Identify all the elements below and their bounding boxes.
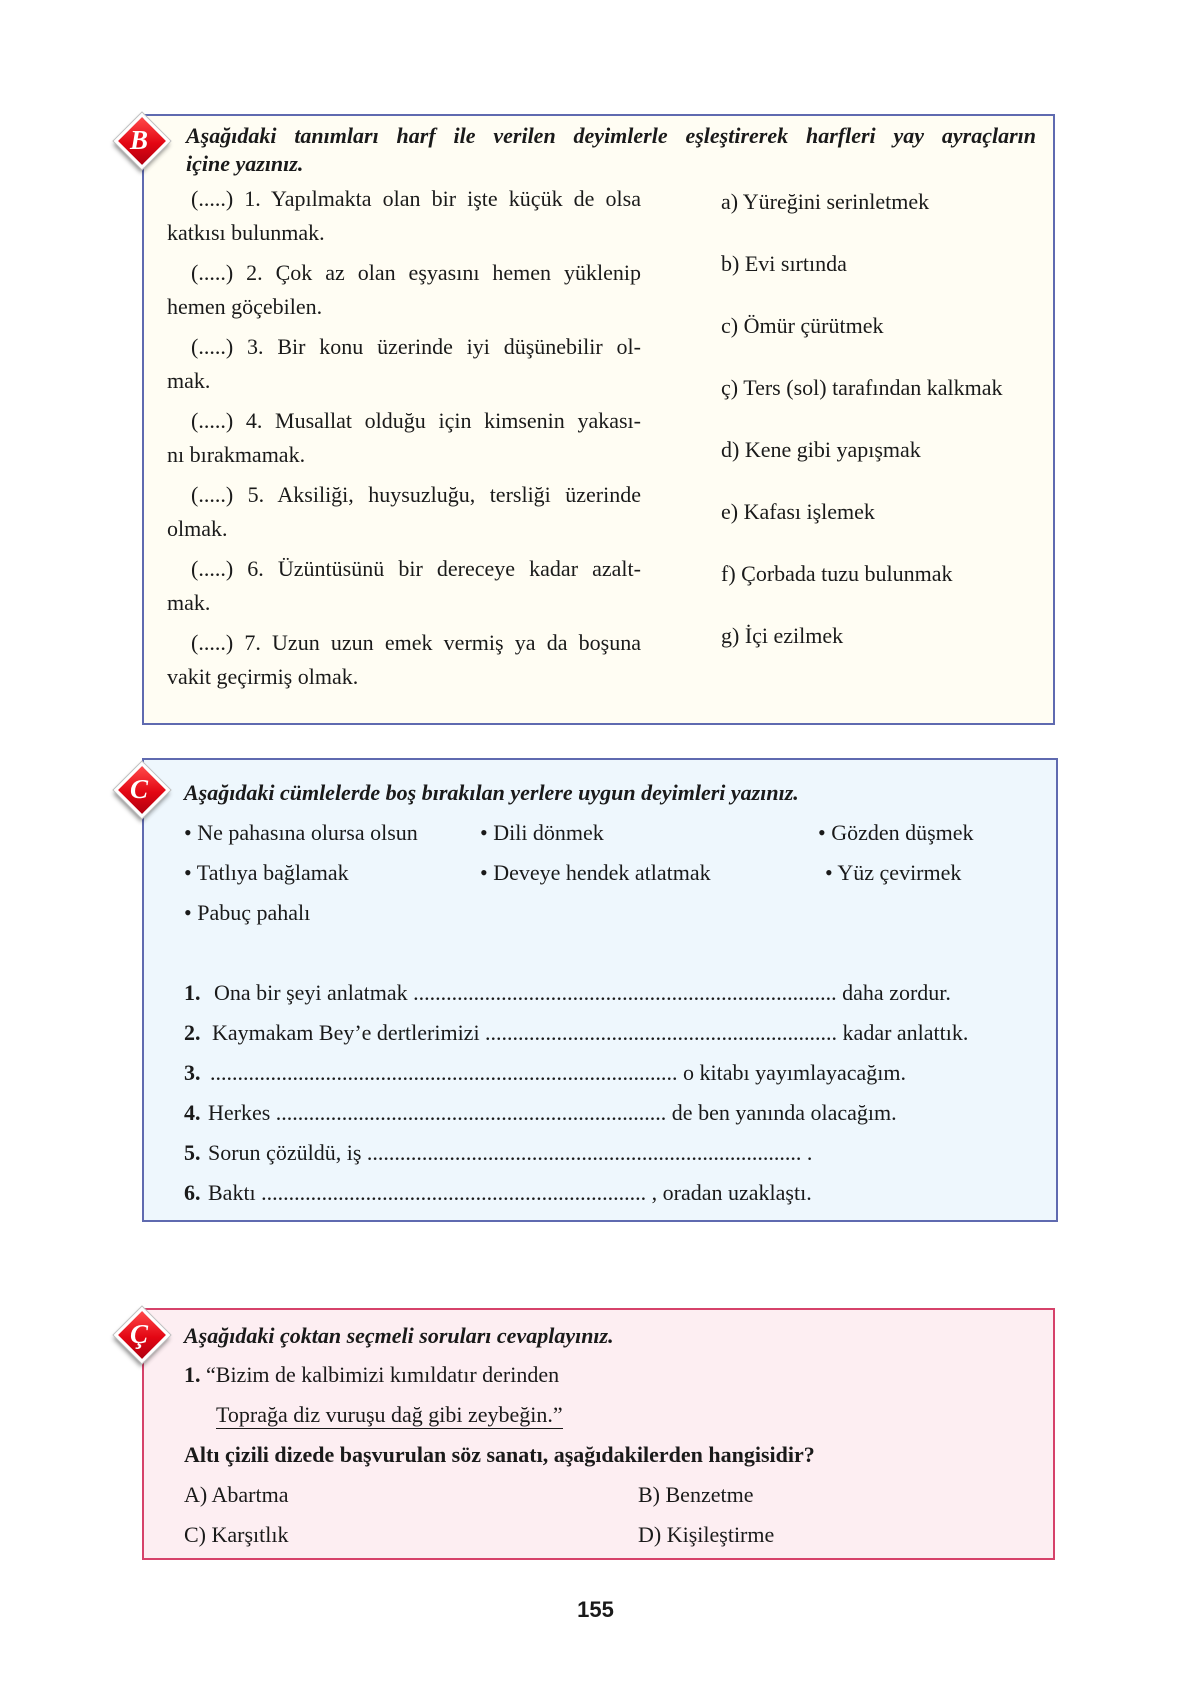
c-idiom-7: • Pabuç pahalı xyxy=(184,900,311,925)
b-item-3-line1: (.....) 3. Bir konu üzerinde iyi düşünebilir ol- xyxy=(191,334,641,359)
b-option-e: e) Kafası işlemek xyxy=(721,499,875,524)
c-sentence-3-num: 3. xyxy=(184,1060,201,1085)
section-c-letter: C xyxy=(129,774,148,804)
b-option-f: f) Çorbada tuzu bulunmak xyxy=(721,561,953,586)
b-item-1-line1: (.....) 1. Yapılmakta olan bir işte küçük de olsa xyxy=(191,186,641,211)
c-sentence-1-num: 1. xyxy=(184,980,201,1005)
b-item-7-line1: (.....) 7. Uzun uzun emek vermiş ya da boşuna xyxy=(191,630,641,655)
c-idiom-4: • Tatlıya bağlamak xyxy=(184,860,349,885)
cc-poem-line1: “Bizim de kalbimizi kımıldatır derinden xyxy=(206,1362,560,1387)
c-sentence-5-text: Sorun çözüldü, iş ............................................................................... . xyxy=(208,1140,813,1165)
c-sentence-1-text: Ona bir şeyi anlatmak ............................................................................. daha zordur. xyxy=(214,980,951,1005)
b-option-b: b) Evi sırtında xyxy=(721,251,847,276)
b-item-5-line1: (.....) 5. Aksiliği, huysuzluğu, tersliği üzerinde xyxy=(191,482,641,507)
b-option-d: d) Kene gibi yapışmak xyxy=(721,437,921,462)
c-idiom-5: • Deveye hendek atlatmak xyxy=(480,860,711,885)
c-sentence-4-text: Herkes ....................................................................... de ben yanında olacağım. xyxy=(208,1100,897,1125)
b-item-2-line1: (.....) 2. Çok az olan eşyasını hemen yüklenip xyxy=(191,260,641,285)
c-idiom-6: • Yüz çevirmek xyxy=(825,860,962,885)
c-sentence-3-text: ..................................................................................... o kitabı yayımlayacağım. xyxy=(210,1060,906,1085)
c-sentence-6-num: 6. xyxy=(184,1180,201,1205)
c-sentence-2-num: 2. xyxy=(184,1020,201,1045)
c-sentence-2-text: Kaymakam Bey’e dertlerimizi ................................................................ kadar anlattık. xyxy=(212,1020,969,1045)
cc-poem-line2-underlined: Toprağa diz vuruşu dağ gibi zeybeğin.” xyxy=(216,1402,563,1427)
b-item-7-line2: vakit geçirmiş olmak. xyxy=(167,664,359,689)
b-item-6-line1: (.....) 6. Üzüntüsünü bir dereceye kadar azalt- xyxy=(191,556,641,581)
b-item-4-line1: (.....) 4. Musallat olduğu için kimsenin yakası- xyxy=(191,408,641,433)
b-option-cc: ç) Ters (sol) tarafından kalkmak xyxy=(721,375,1003,400)
c-sentence-6-text: Baktı ...................................................................... , oradan uzaklaştı. xyxy=(208,1180,812,1205)
section-cc-letter: Ç xyxy=(129,1319,148,1349)
section-b-instruction-line2: içine yazınız. xyxy=(186,151,304,176)
b-item-2-line2: hemen göçebilen. xyxy=(167,294,323,319)
b-option-c: c) Ömür çürütmek xyxy=(721,313,884,338)
b-option-g: g) İçi ezilmek xyxy=(721,623,844,648)
c-sentence-5-num: 5. xyxy=(184,1140,201,1165)
c-idiom-1: • Ne pahasına olursa olsun xyxy=(184,820,418,845)
c-idiom-2: • Dili dönmek xyxy=(480,820,604,845)
cc-choice-a: A) Abartma xyxy=(184,1482,289,1507)
cc-poem-line2 xyxy=(216,1402,563,1428)
section-b-letter: B xyxy=(129,125,148,155)
section-b-instruction-line1: Aşağıdaki tanımları harf ile verilen deyimlerle eşleştirerek harfleri yay ayraçların xyxy=(186,123,1036,148)
b-item-6-line2: mak. xyxy=(167,590,211,615)
page-number: 155 xyxy=(577,1597,614,1622)
cc-choice-d: D) Kişileştirme xyxy=(638,1522,775,1547)
section-c-instruction: Aşağıdaki cümlelerde boş bırakılan yerlere uygun deyimleri yazınız. xyxy=(184,780,799,805)
b-item-5-line2: olmak. xyxy=(167,516,228,541)
b-option-a: a) Yüreğini serinletmek xyxy=(721,189,930,214)
cc-question-text: Altı çizili dizede başvurulan söz sanatı, aşağıdakilerden hangisidir? xyxy=(184,1442,815,1467)
c-sentence-4-num: 4. xyxy=(184,1100,201,1125)
section-cc-instruction: Aşağıdaki çoktan seçmeli soruları cevaplayınız. xyxy=(184,1323,614,1348)
b-item-1-line2: katkısı bulunmak. xyxy=(167,220,325,245)
b-item-4-line2: nı bırakmamak. xyxy=(167,442,306,467)
b-item-3-line2: mak. xyxy=(167,368,211,393)
cc-question-num: 1. xyxy=(184,1362,201,1387)
c-idiom-3: • Gözden düşmek xyxy=(818,820,974,845)
cc-choice-b: B) Benzetme xyxy=(638,1482,754,1507)
cc-choice-c: C) Karşıtlık xyxy=(184,1522,289,1547)
